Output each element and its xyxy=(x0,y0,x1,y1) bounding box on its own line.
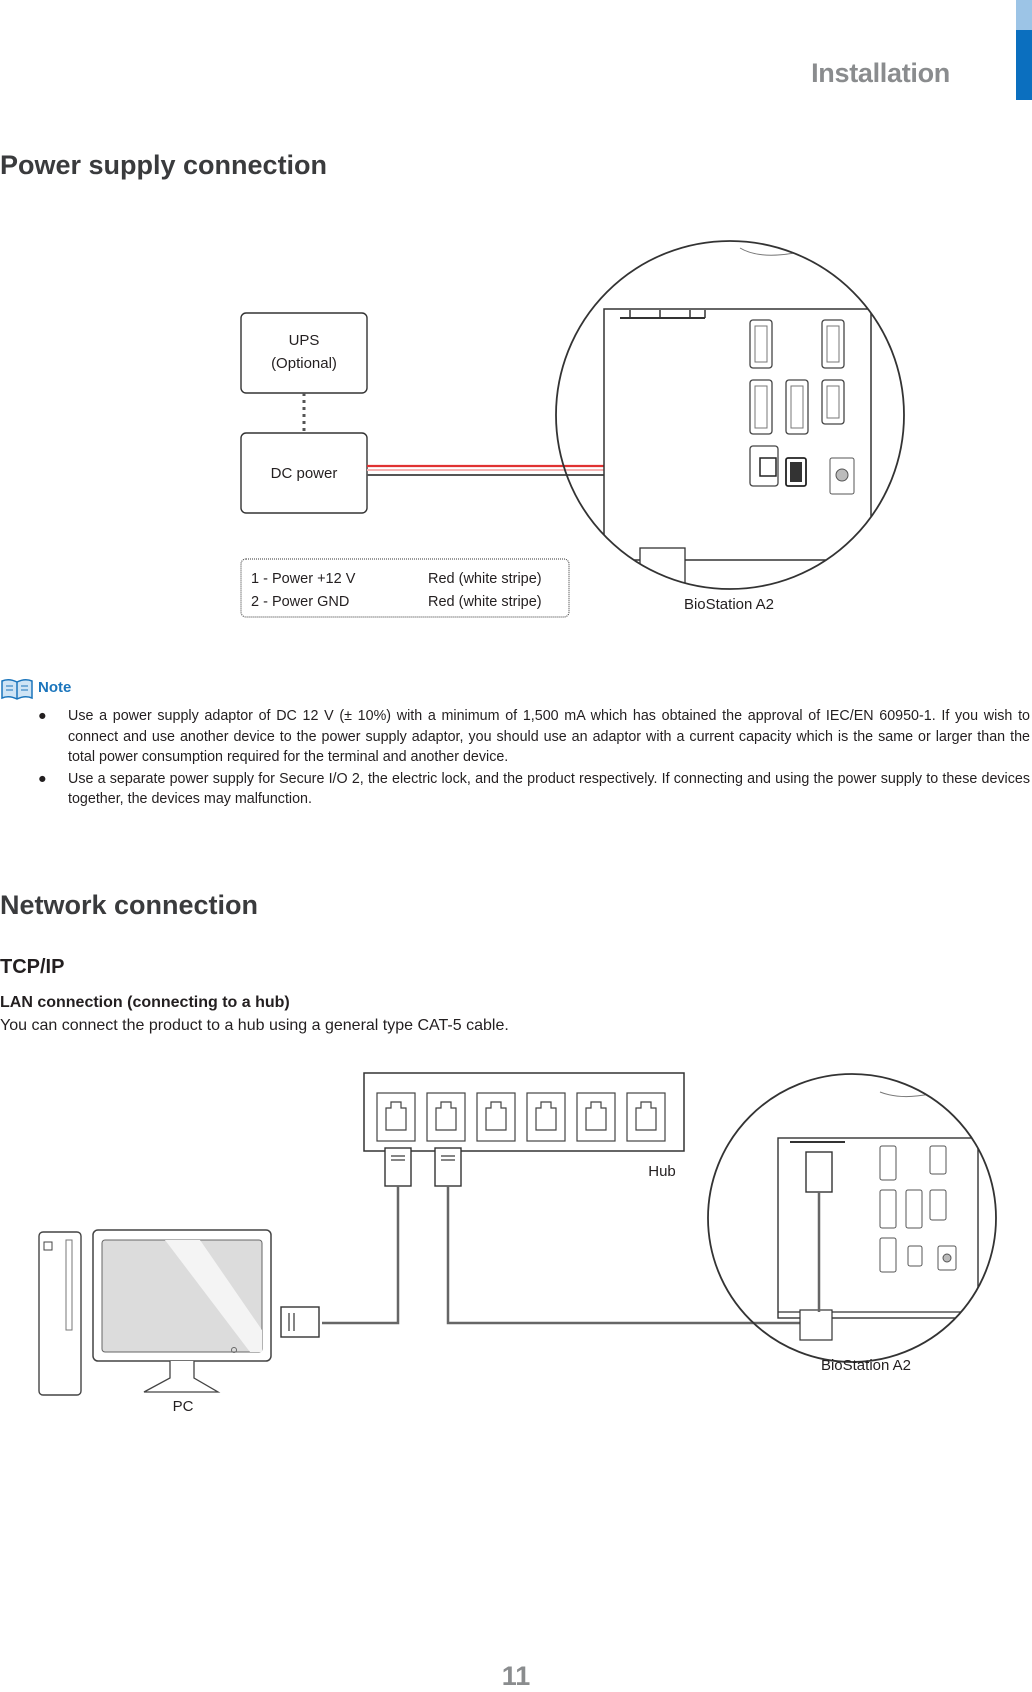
dc-power-label: DC power xyxy=(270,465,338,482)
device-board-closeup-network xyxy=(778,1092,978,1340)
note-item-text: Use a power supply adaptor of DC 12 V (± 10%) with a minimum of 1,500 mA which has obtained the approval of IEC/EN 60950-1. If you wish to connect and use another device to the power supply adaptor, you should use an adaptor with a current capacity which is the same or larger than the total power consumption required for the terminal and another device. xyxy=(68,708,1030,765)
section-tab-marker-light xyxy=(1016,0,1032,30)
cable-hub-to-pc xyxy=(322,1186,398,1323)
legend-row-2-color: Red (white stripe) xyxy=(428,594,542,610)
lan-connection-heading: LAN connection (connecting to a hub) xyxy=(0,994,290,1011)
note-item xyxy=(36,769,1030,810)
biostation-label-power: BioStation A2 xyxy=(683,596,775,613)
network-heading: Network connection xyxy=(0,890,259,920)
pc-tower xyxy=(39,1232,81,1395)
bullet-icon: ● xyxy=(38,770,47,787)
legend-row-2-label: 2 - Power GND xyxy=(251,594,350,610)
note-item xyxy=(36,706,1030,768)
ups-label: UPS xyxy=(288,332,320,349)
biostation-label-network: BioStation A2 xyxy=(820,1357,912,1374)
page-number: 11 xyxy=(501,1661,531,1691)
power-supply-heading: Power supply connection xyxy=(0,150,328,180)
device-board-closeup xyxy=(604,248,871,609)
note-item-text: Use a separate power supply for Secure I/O 2, the electric lock, and the product respectively. If connecting and using the power supply to these devices together, the devices may malfunction. xyxy=(68,770,1030,807)
ups-optional-label: (Optional) xyxy=(271,355,337,372)
note-label: Note xyxy=(38,679,72,696)
power-supply-diagram xyxy=(230,222,930,642)
pc-label: PC xyxy=(172,1398,194,1415)
pc-cable-plug xyxy=(281,1307,319,1337)
lan-connection-text: You can connect the product to a hub using a general type CAT-5 cable. xyxy=(0,1017,509,1034)
network-diagram xyxy=(30,1060,1010,1420)
tcpip-heading: TCP/IP xyxy=(0,956,65,978)
ups-box xyxy=(241,313,367,393)
note-book-icon xyxy=(0,678,34,700)
legend-row-1-label: 1 - Power +12 V xyxy=(251,571,356,587)
legend-row-1-color: Red (white stripe) xyxy=(428,571,542,587)
hub-cable-plugs xyxy=(385,1148,461,1186)
cable-hub-to-device xyxy=(448,1186,802,1323)
note-list xyxy=(36,706,1030,811)
hub-label: Hub xyxy=(648,1163,676,1180)
bullet-icon: ● xyxy=(38,708,47,724)
header-section-title: Installation xyxy=(811,58,950,88)
